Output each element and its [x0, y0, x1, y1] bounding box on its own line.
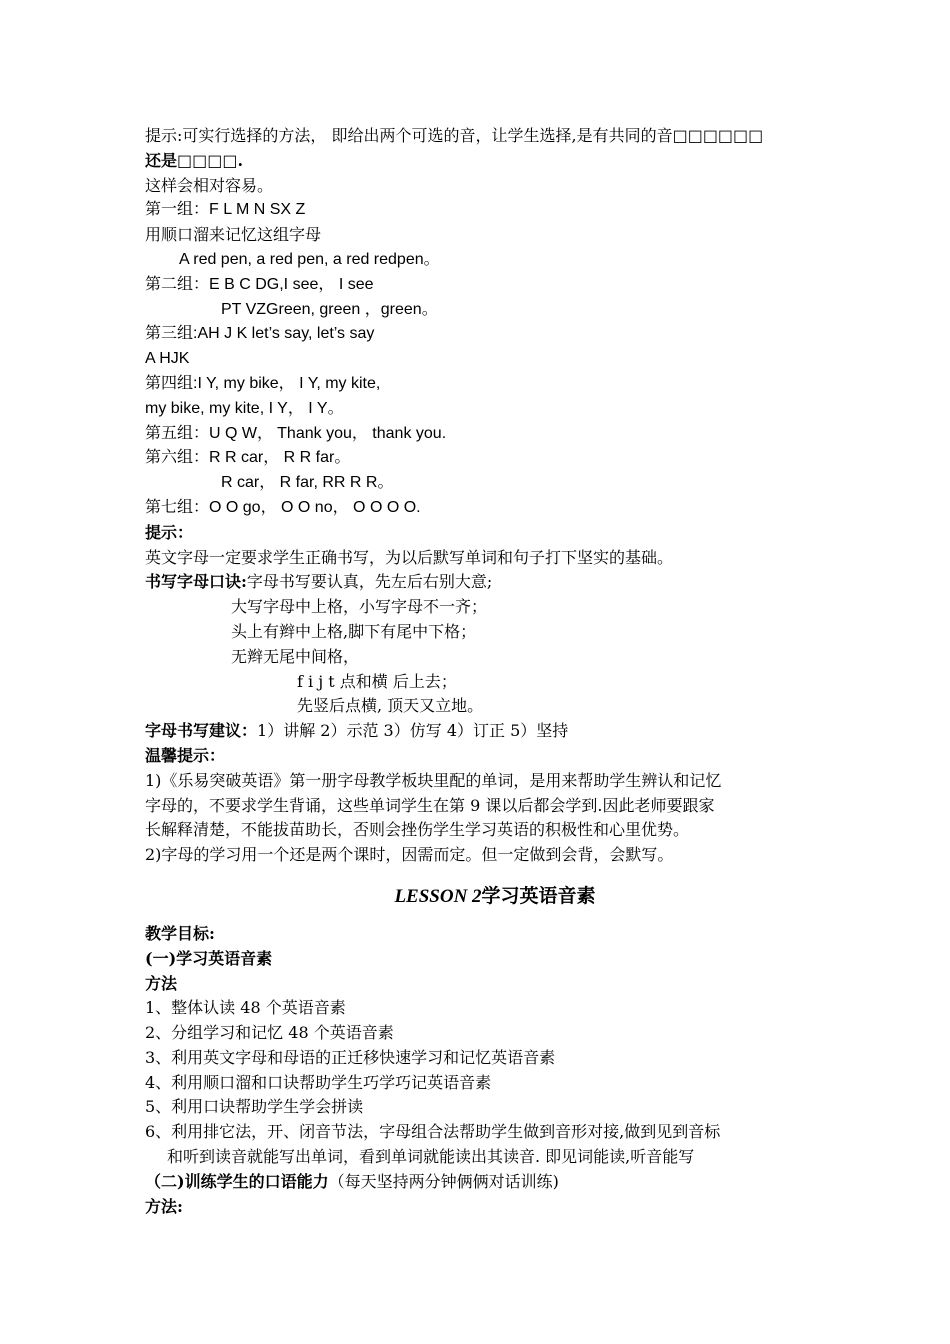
lesson-title: LESSON 2学习英语音素: [394, 884, 596, 907]
mnemonic-verse: 无辫无尾中间格，: [231, 646, 360, 666]
text-line: 用顺口溜来记忆这组字母: [145, 225, 322, 245]
mnemonic-verse: 大写字母中上格，小写字母不一齐；: [231, 597, 488, 617]
group-3-continued: A HJK: [145, 350, 190, 368]
paragraph-line: 字母的，不要求学生背诵，这些单词学生在第 9 课以后都会学到.因此老师要跟家: [145, 795, 715, 815]
group-4-line: 第四组:I Y, my bike， I Y, my kite,: [145, 374, 381, 392]
list-item: 5、利用口诀帮助学生学会拼读: [145, 1097, 364, 1117]
paragraph-line: 2)字母的学习用一个还是两个课时，因需而定。但一定做到会背，会默写。: [145, 845, 674, 865]
mnemonic-verse: 头上有辫中上格,脚下有尾中下格；: [231, 621, 477, 641]
objectives-heading: 教学目标:: [145, 923, 215, 943]
list-item: 1、整体认读 48 个英语音素: [145, 998, 346, 1018]
suggestion-label: 字母书写建议：: [145, 721, 258, 741]
group-2-continued: PT VZGreen, green ，green。: [221, 300, 438, 318]
group-7-line: 第七组：O O go， O O no， O O O O.: [145, 498, 421, 516]
group-4-continued: my bike, my kite, I Y， I Y。: [145, 399, 344, 417]
group-1-line: 第一组：F L M N SX Z: [145, 201, 306, 219]
subheading-2: （二)训练学生的口语能力（每天坚持两分钟俩俩对话训练): [145, 1171, 559, 1191]
group-3-line: 第三组:AH J K let’s say, let’s say: [145, 325, 375, 343]
warm-tip-heading: 温馨提示：: [145, 745, 226, 765]
mnemonic-line: 书写字母口诀:字母书写要认真，先左后右别大意;: [145, 572, 493, 592]
list-item: 4、利用顺口溜和口诀帮助学生巧学巧记英语音素: [145, 1072, 492, 1092]
mnemonic-label: 书写字母口诀:: [145, 572, 247, 592]
list-item-continued: 和听到读音就能写出单词，看到单词就能读出其读音. 即见词能读,听音能写: [167, 1147, 695, 1167]
text-line: 英文字母一定要求学生正确书写，为以后默写单词和句子打下坚实的基础。: [145, 547, 674, 567]
list-item: 2、分组学习和记忆 48 个英语音素: [145, 1023, 394, 1043]
paragraph-line: 长解释清楚，不能拔苗助长，否则会挫伤学生学习英语的积极性和心里优势。: [145, 820, 690, 840]
group-5-line: 第五组：U Q W， Thank you， thank you.: [145, 424, 447, 442]
mnemonic-verse: f i j t 点和横 后上去；: [297, 671, 457, 691]
garbled-glyphs: □□□□□□: [672, 126, 764, 145]
suggestion-line: 字母书写建议：1）讲解 2）示范 3）仿写 4）订正 5）坚持: [145, 721, 569, 741]
tip-line-2: 还是□□□□.: [145, 150, 244, 170]
list-item: 6、利用排它法，开、闭音节法，字母组合法帮助学生做到音形对接,做到见到音标: [145, 1122, 721, 1142]
paragraph-line: 1)《乐易突破英语》第一册字母教学板块里配的单词，是用来帮助学生辨认和记忆: [145, 770, 722, 790]
chant-line: A red pen, a red pen, a red redpen。: [179, 250, 440, 268]
method-heading: 方法:: [145, 1196, 183, 1216]
group-6-line: 第六组：R R car， R R far。: [145, 449, 351, 467]
document-body: [145, 124, 845, 1219]
method-heading: 方法: [145, 973, 178, 993]
list-item: 3、利用英文字母和母语的正迁移快速学习和记忆英语音素: [145, 1047, 556, 1067]
text-line: 这样会相对容易。: [145, 175, 274, 195]
tip-line-1: 提示:可实行选择的方法， 即给出两个可选的音，让学生选择,是有共同的音□□□□□□: [145, 126, 764, 145]
mnemonic-verse: 先竖后点横, 顶天又立地。: [297, 696, 484, 716]
group-6-continued: R car， R far, RR R R。: [221, 474, 394, 492]
tip-heading: 提示：: [145, 522, 194, 542]
group-2-line: 第二组：E B C DG,I see， I see: [145, 275, 374, 293]
garbled-glyphs: □□□□.: [177, 150, 244, 170]
subheading: (一)学习英语音素: [145, 948, 273, 968]
